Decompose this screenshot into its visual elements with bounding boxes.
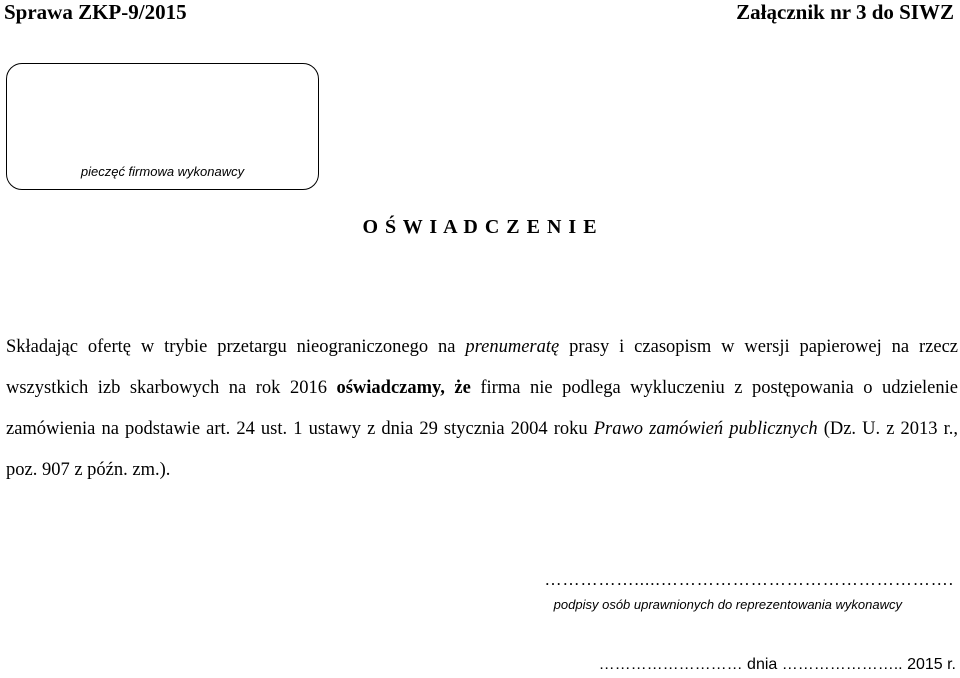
attachment-label: Załącznik nr 3 do SIWZ xyxy=(736,0,954,24)
statement-text-1: Składając ofertę w trybie przetargu nieograniczonego na xyxy=(6,337,466,357)
case-number: Sprawa ZKP-9/2015 xyxy=(4,0,187,24)
stamp-caption: pieczęć firmowa wykonawcy xyxy=(80,164,245,179)
statement-declaration-bold: oświadczamy, że xyxy=(336,378,471,398)
company-stamp-box xyxy=(6,63,319,190)
statement-text-2: prasy i czasopism w wersji papierowej na rzecz wszystkich izb skarbowych na rok 2016 xyxy=(6,337,959,398)
signature-line: …………….....…………………………………………. xyxy=(544,570,954,589)
statement-text-italic-1: prenumeratę xyxy=(465,337,560,357)
document-title: O Ś W I A D C Z E N I E xyxy=(362,216,598,238)
statement-paragraph xyxy=(6,327,958,491)
statement-text-4: (Dz. U. z 2013 r., poz. 907 z późn. zm.). xyxy=(6,419,959,480)
date-line: ……………………… dnia ………………….. 2015 r. xyxy=(598,656,956,673)
signature-caption: podpisy osób uprawnionych do reprezentowania wykonawcy xyxy=(553,597,902,612)
statement-text-3: firma nie podlega wykluczeniu z postępowania o udzielenie zamówienia na podstawie art. 24 ust. 1 ustawy z dnia 29 stycznia 2004 roku xyxy=(6,378,958,439)
statement-law-title: Prawo zamówień publicznych xyxy=(593,419,818,439)
